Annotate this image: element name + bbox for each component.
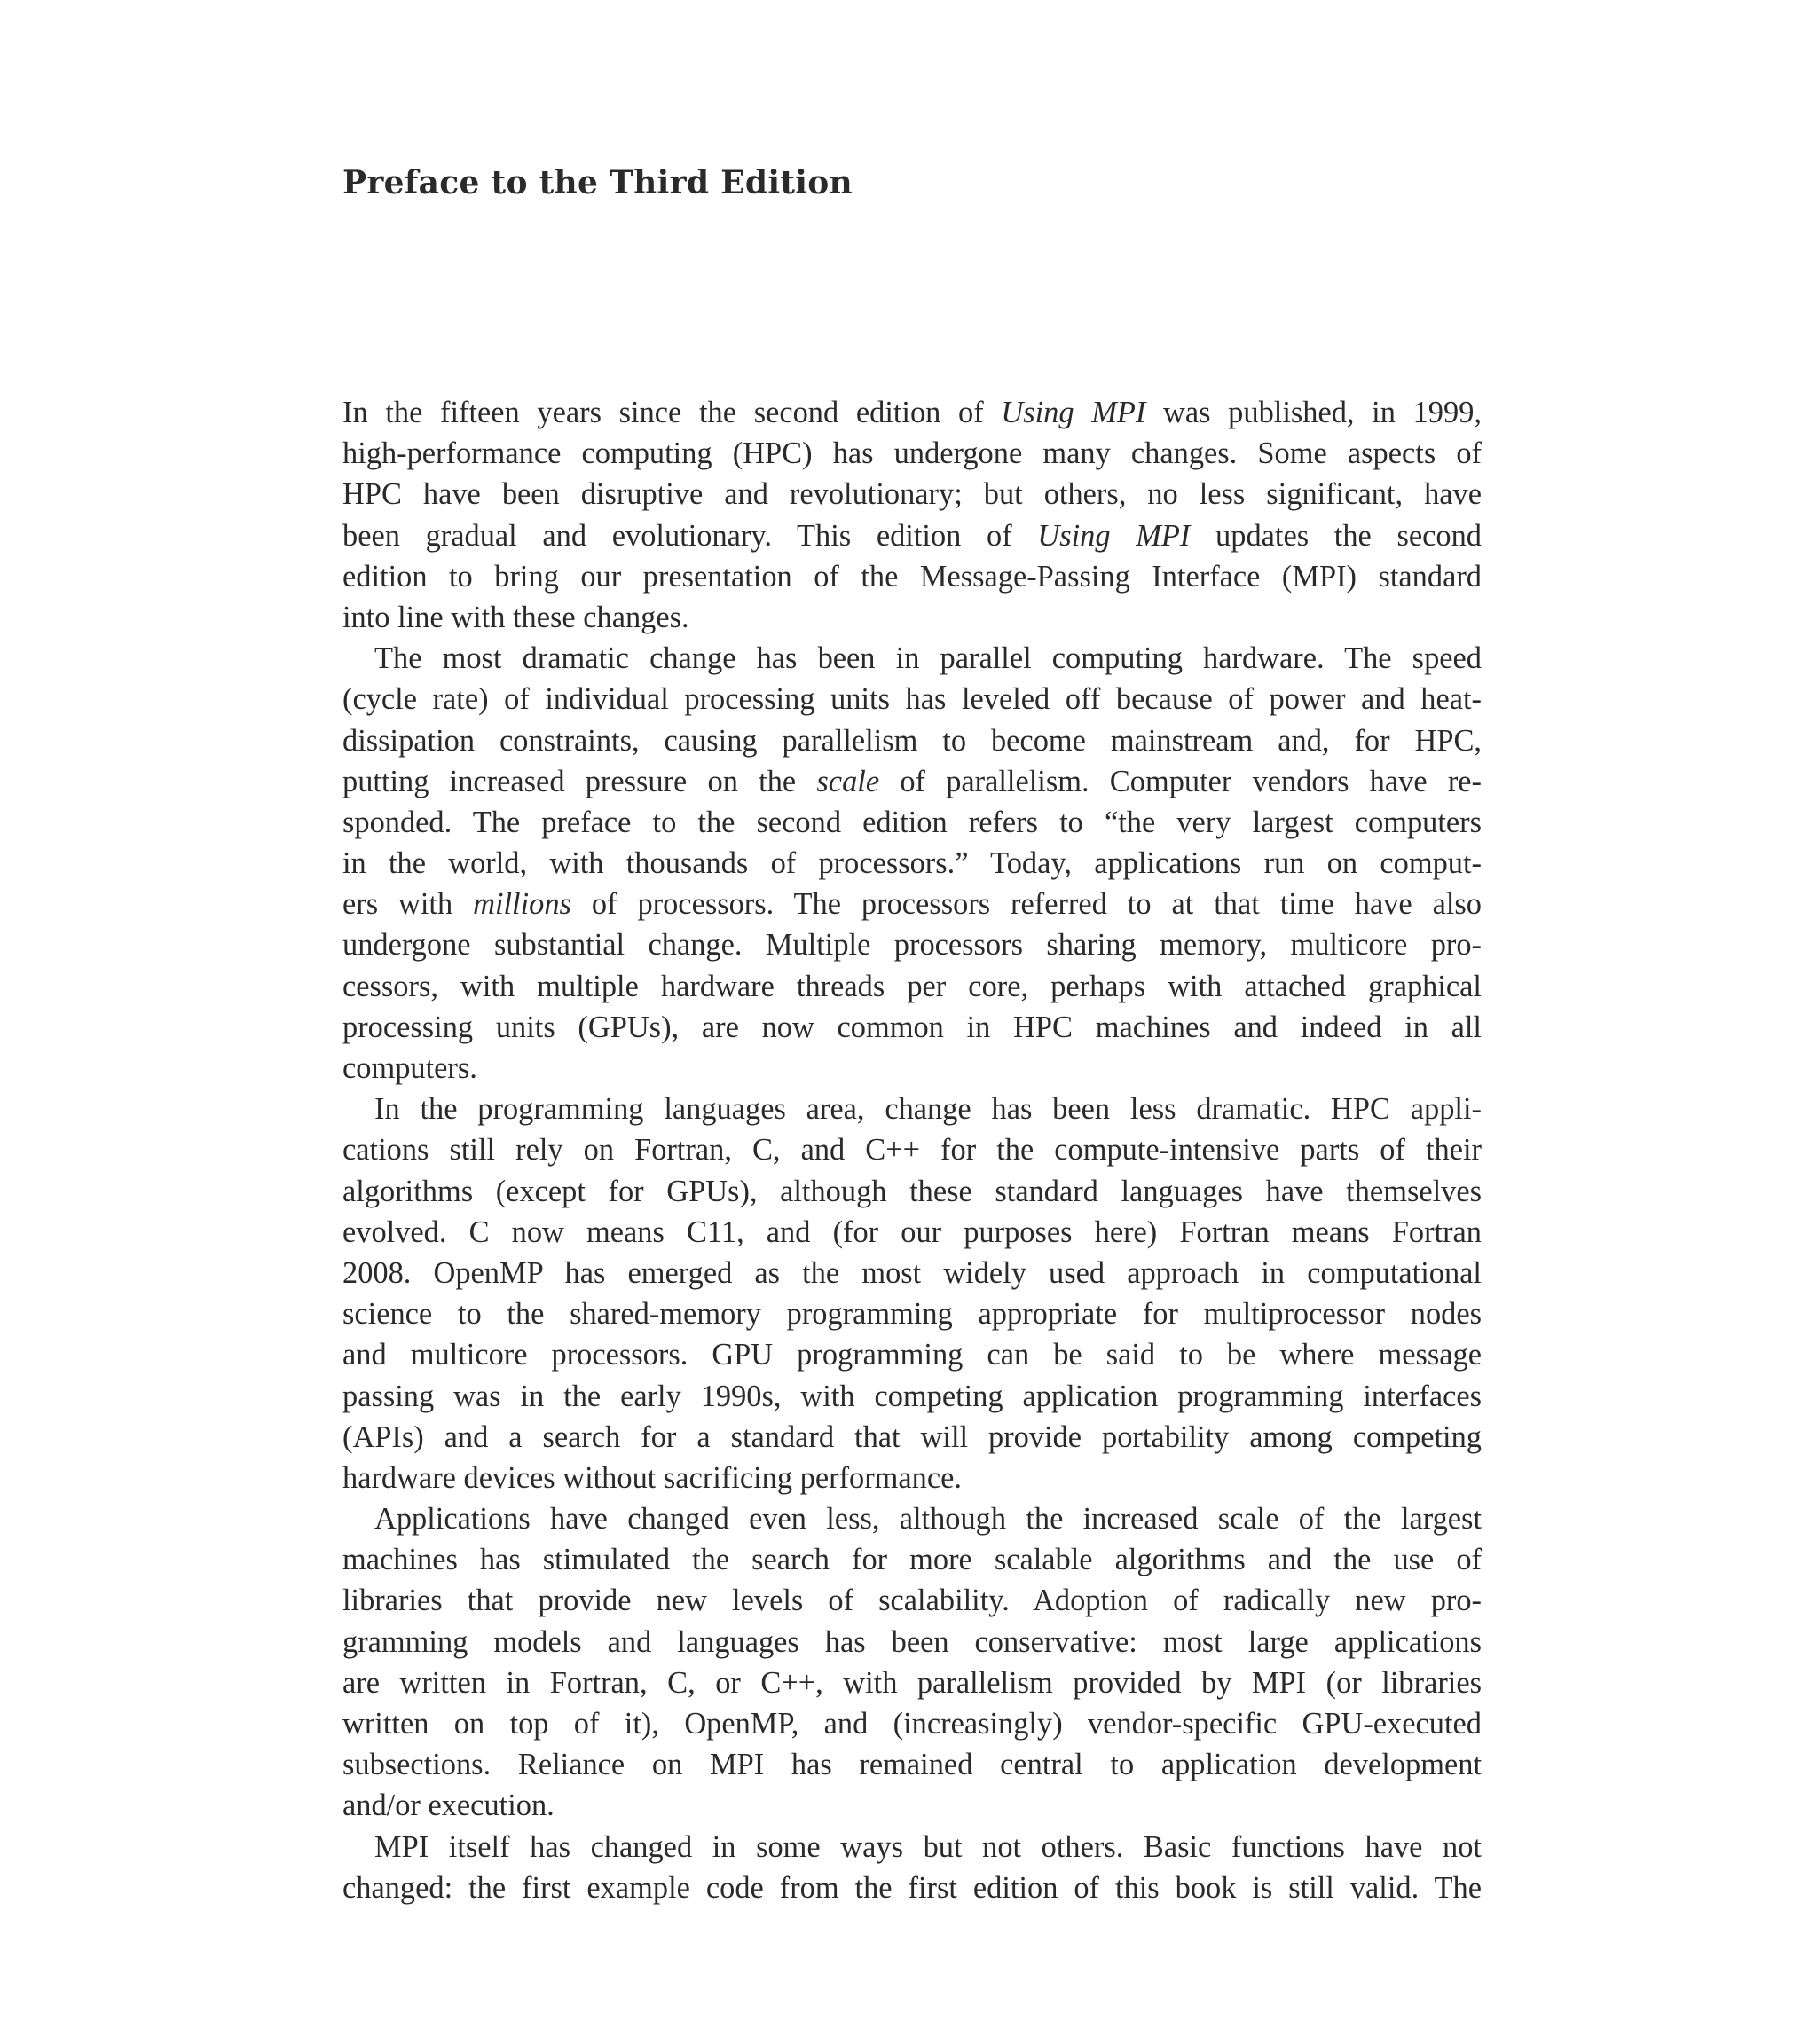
text-line: In the programming languages area, change has been less dramatic. HPC appli- xyxy=(374,1092,1482,1127)
text-line: and multicore processors. GPU programming can be said to be where message xyxy=(342,1338,1482,1372)
text-line: gramming models and languages has been conservative: most large applications xyxy=(342,1624,1482,1659)
text-line: science to the shared-memory programming appropriate for multiprocessor nodes xyxy=(342,1297,1482,1332)
text-line: subsections. Reliance on MPI has remained central to application development xyxy=(342,1748,1482,1782)
text-line: sponded. The preface to the second edition refers to “the very largest computers xyxy=(342,805,1482,839)
text-line: (APIs) and a search for a standard that will provide portability among competing xyxy=(342,1419,1482,1454)
text-line: In the fifteen years since the second edition of Using MPI was published, in 1999, xyxy=(342,396,1482,429)
preface-body xyxy=(342,392,1482,1908)
text-line: changed: the first example code from the first edition of this book is still valid. The xyxy=(342,1870,1482,1905)
text-line: dissipation constraints, causing parallelism to become mainstream and, for HPC, xyxy=(342,723,1482,758)
text-line: cations still rely on Fortran, C, and C++ for the compute-intensive parts of their xyxy=(342,1133,1482,1167)
text-line: computers. xyxy=(342,1051,477,1085)
text-line: evolved. C now means C11, and (for our purposes here) Fortran means Fortran xyxy=(342,1215,1482,1249)
emphasis-text: millions xyxy=(473,887,571,922)
emphasis-text: scale xyxy=(816,764,880,798)
chapter-title: Preface to the Third Edition xyxy=(342,164,853,201)
text-line: been gradual and evolutionary. This edition of Using MPI updates the second xyxy=(342,518,1482,553)
text-line: and/or execution. xyxy=(342,1788,555,1823)
text-line: written on top of it), OpenMP, and (increasingly) vendor-specific GPU-executed xyxy=(342,1707,1482,1741)
text-line: putting increased pressure on the scale of parallelism. Computer vendors have re- xyxy=(342,764,1483,798)
text-line: are written in Fortran, C, or C++, with parallelism provided by MPI (or libraries xyxy=(342,1665,1482,1700)
text-line: undergone substantial change. Multiple processors sharing memory, multicore pro- xyxy=(342,928,1482,963)
text-line: processing units (GPUs), are now common in HPC machines and indeed in all xyxy=(342,1010,1482,1044)
text-line: passing was in the early 1990s, with competing application programming interfaces xyxy=(342,1379,1482,1413)
text-line: MPI itself has changed in some ways but not others. Basic functions have not xyxy=(374,1829,1482,1864)
book-title-emphasis: Using MPI xyxy=(1037,518,1191,553)
text-line: in the world, with thousands of processors.” Today, applications run on comput- xyxy=(342,846,1482,881)
text-line: Applications have changed even less, although the increased scale of the largest xyxy=(374,1502,1482,1537)
text-line: algorithms (except for GPUs), although these standard languages have themselves xyxy=(342,1174,1482,1208)
text-line: HPC have been disruptive and revolutionary; but others, no less significant, have xyxy=(342,477,1482,512)
text-line: ers with millions of processors. The processors referred to at that time have also xyxy=(342,887,1482,922)
text-line: libraries that provide new levels of scalability. Adoption of radically new pro- xyxy=(342,1584,1482,1618)
text-line: (cycle rate) of individual processing units has leveled off because of power and heat- xyxy=(342,682,1482,717)
text-line: high-performance computing (HPC) has undergone many changes. Some aspects of xyxy=(342,436,1482,471)
text-line: into line with these changes. xyxy=(342,600,689,634)
text-line: cessors, with multiple hardware threads per core, perhaps with attached graphical xyxy=(342,969,1482,1003)
text-line: The most dramatic change has been in parallel computing hardware. The speed xyxy=(374,641,1482,676)
text-line: 2008. OpenMP has emerged as the most widely used approach in computational xyxy=(342,1255,1482,1290)
text-line: machines has stimulated the search for more scalable algorithms and the use of xyxy=(342,1543,1482,1577)
book-title-emphasis: Using MPI xyxy=(1001,396,1146,429)
text-line: hardware devices without sacrificing performance. xyxy=(342,1460,963,1495)
text-line: edition to bring our presentation of the Message-Passing Interface (MPI) standard xyxy=(342,559,1482,594)
